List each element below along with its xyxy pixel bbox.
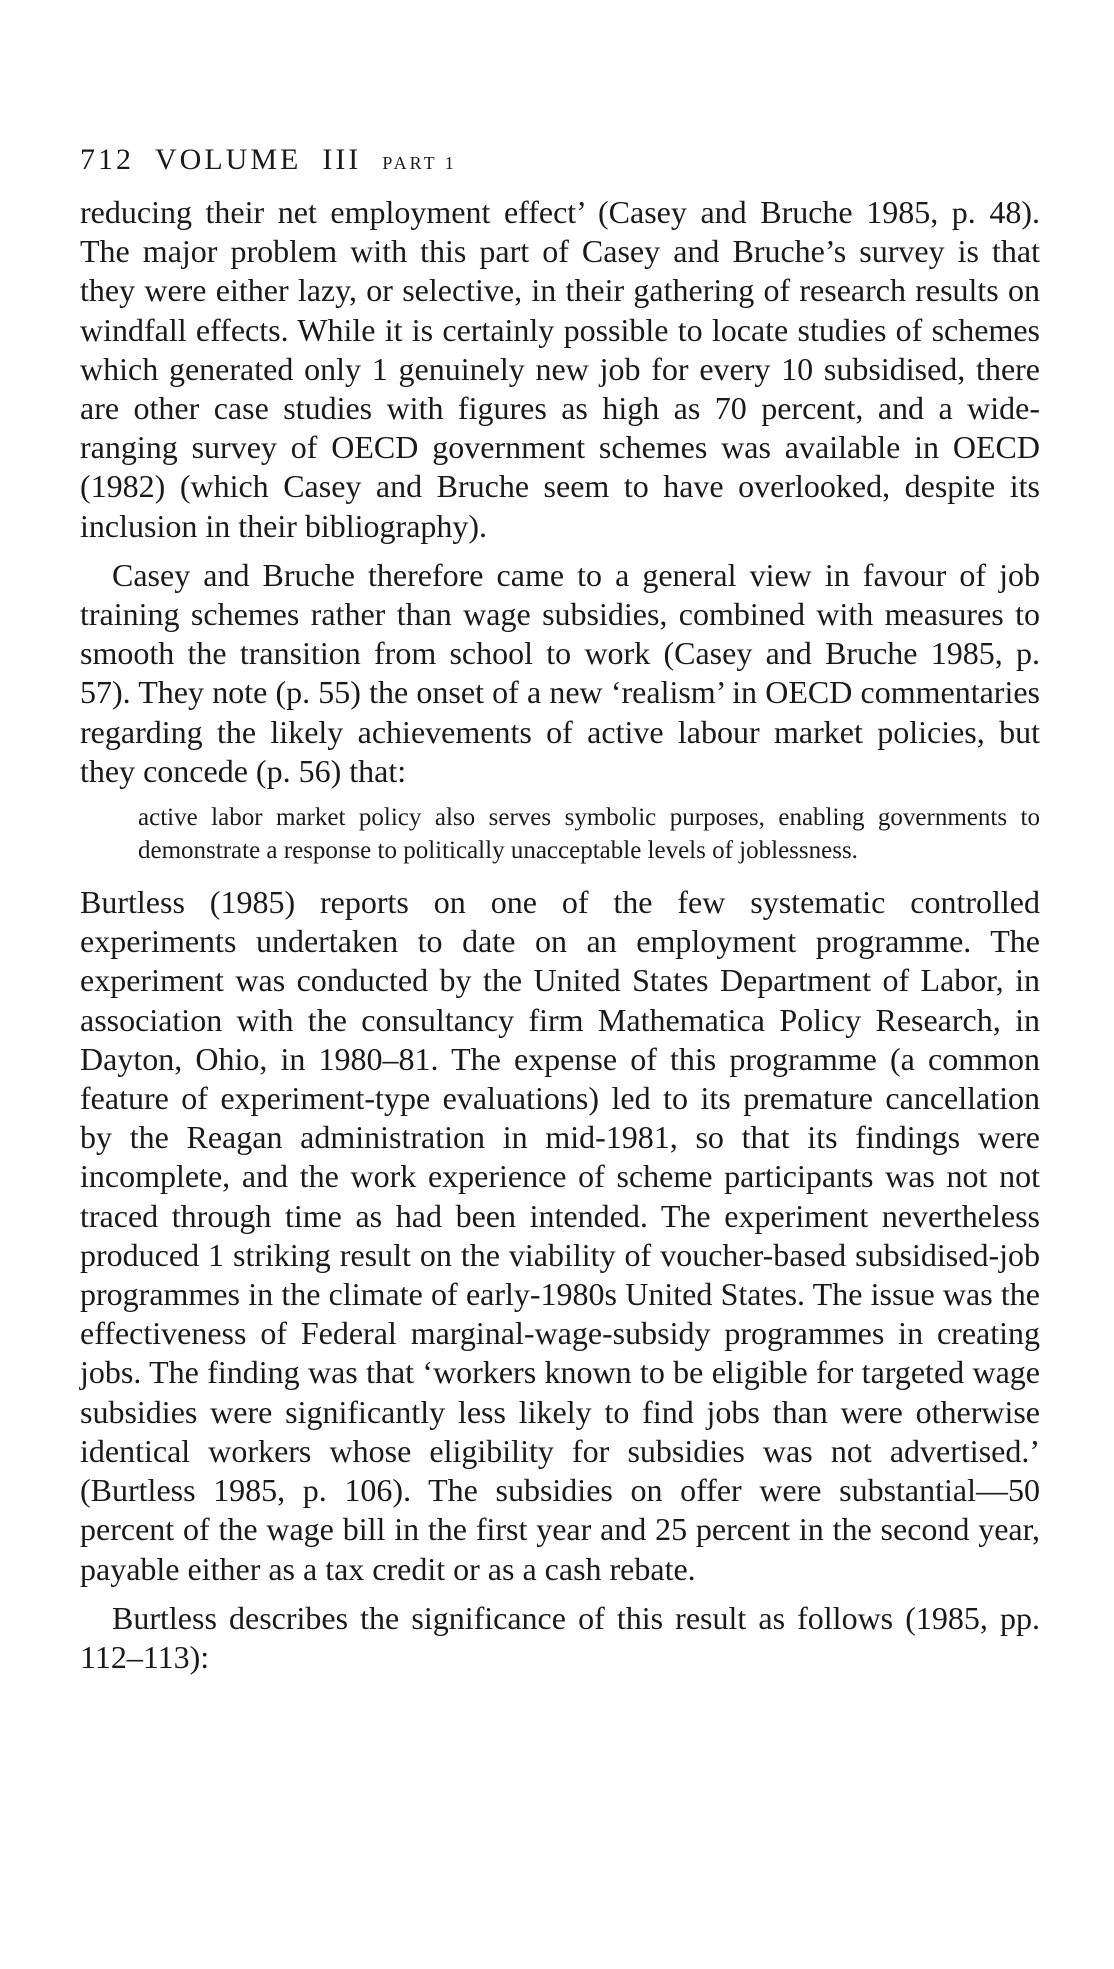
paragraph-casey-bruche: Casey and Bruche therefore came to a general view in favour of job training schemes rather than wage subsidies, combined with measures to smooth the transition from school to work (Casey and Bruche 1985, p. 57). They note (p. 55) the onset of a new ‘realism’ in OECD commentaries regarding the likely achievements of active labour market policies, but they concede (p. 56) that:	[80, 556, 1040, 789]
paragraph-significance: Burtless describes the significance of this result as follows (1985, pp. 112–113):	[80, 1599, 1040, 1675]
part-label: PART 1	[382, 153, 457, 173]
running-head	[80, 140, 1040, 183]
volume-number: III	[322, 143, 362, 176]
page-number: 712	[80, 143, 134, 176]
volume-label: VOLUME	[155, 143, 302, 176]
book-page	[80, 140, 1040, 1677]
paragraph-burtless: Burtless (1985) reports on one of the few systematic controlled experiments undertaken to date on an employment programme. The experiment was conducted by the United States Department of Labor, in association with the consultancy firm Mathematica Policy Research, in Dayton, Ohio, in 1980–81. The expense of this programme (a common feature of experiment-type evaluations) led to its premature cancellation by the Reagan administration in mid-1981, so that its findings were incomplete, and the work experience of scheme participants was not not traced through time as had been intended. The experiment nevertheless produced 1 striking result on the viability of voucher-based subsidised-job programmes in the climate of early-1980s United States. The issue was the effectiveness of Federal marginal-wage-subsidy programmes in creating jobs. The finding was that ‘workers known to be eligible for targeted wage subsidies were significantly less likely to find jobs than were otherwise identical workers whose eligibility for subsidies was not advertised.’ (Burtless 1985, p. 106). The subsidies on offer were substantial—50 percent of the wage bill in the first year and 25 percent in the second year, payable either as a tax credit or as a cash rebate.	[80, 884, 1040, 1587]
paragraph-continued: reducing their net employment effect’ (Casey and Bruche 1985, p. 48). The major problem with this part of Casey and Bruche’s survey is that they were either lazy, or selective, in their gathering of research results on windfall effects. While it is certainly possible to locate studies of schemes which generated only 1 genuinely new job for every 10 subsidised, there are other case studies with figures as high as 70 percent, and a wide-ranging survey of OECD government schemes was available in OECD (1982) (which Casey and Bruche seem to have overlooked, despite its inclusion in their bibliography).	[80, 194, 1040, 544]
block-quote: active labor market policy also serves symbolic purposes, enabling governments to demonstrate a response to politically unacceptable levels of joblessness.	[138, 804, 1040, 865]
